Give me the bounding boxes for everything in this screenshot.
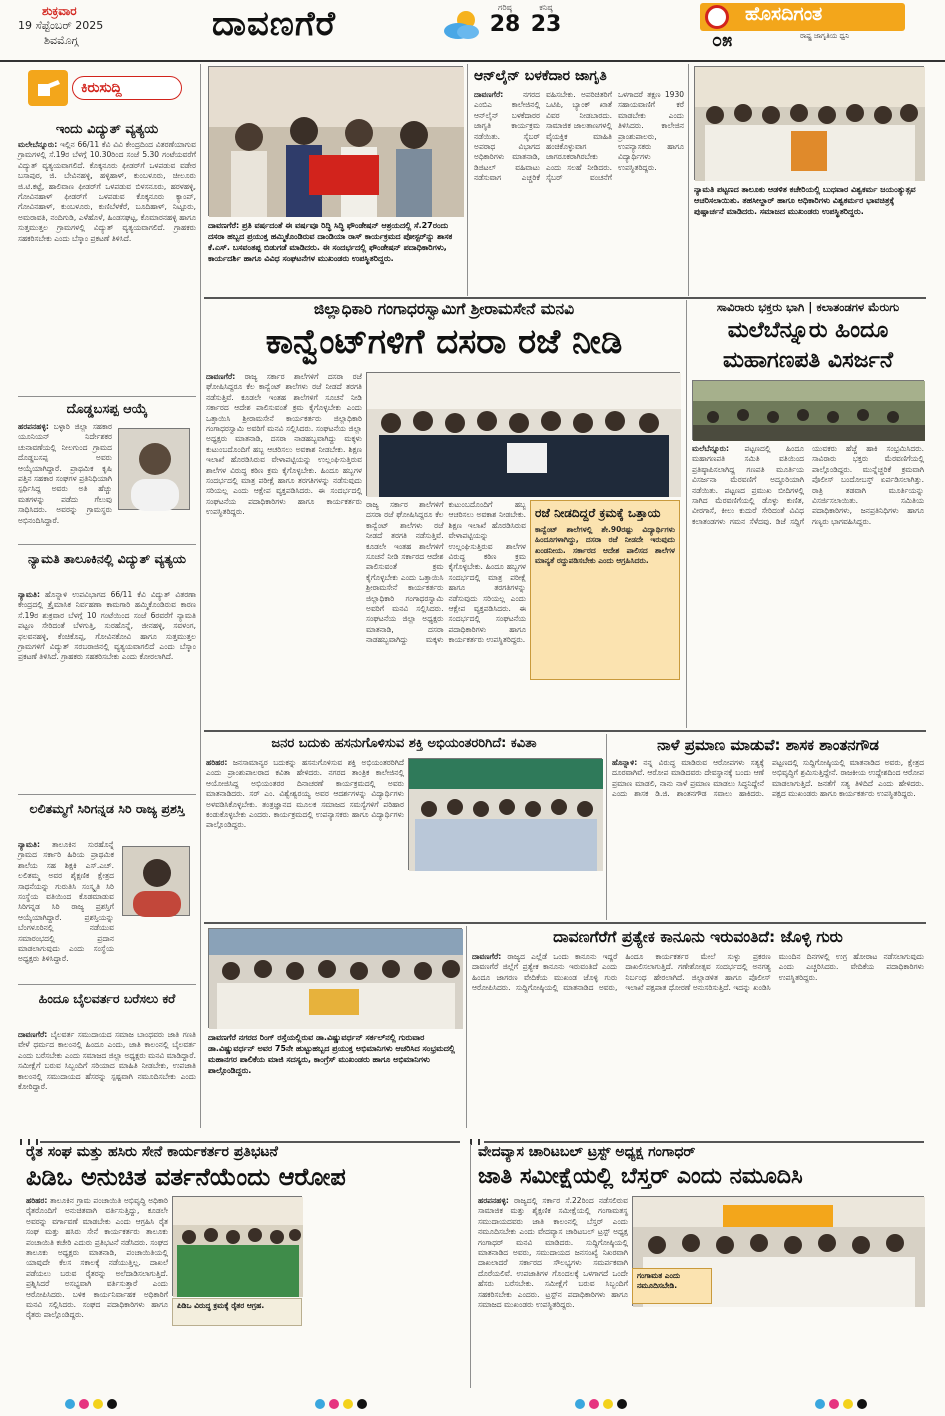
section-separator: [0, 1132, 945, 1142]
bestar-photo-caption-box: [632, 1268, 712, 1304]
brief-text: ಇಲ್ಲಿನ 66/11 ಕೆವಿ ವಿವಿ ಕೇಂದ್ರದಿಂದ ವಿತರಣೆಯಾಗುವ ಗ್ರಾಮಗಳಲ್ಲಿ ಸೆ.19ರ ಬೆಳಗ್ಗೆ 10.30ರಿಂದ ಸಂಜೆ 5.30 ಗಂಟೆಯವರೆಗೆ ವಿದ್ಯುತ್ ವ್ಯತ್ಯಯವಾಗಲಿದೆ. ಕೊಕ್ಕನೂರು ಫೀಡರ್‌ಗೆ ಒಳಪಡುವ ವಡೇರ ಬಸಾಪುರ, ಜಿ. ಬೇವಿನಹಳ್ಳಿ, ಹಳ್ಳಿಹಾಳ್, ಕುಂಬಳೂರು, ಚೀಲೂರು ಜಿ.ಟಿ.ಕಟ್ಟೆ, ಹಾಲಿವಾಣ ಫೀಡರ್‌ಗೆ ಒಳಪಡುವ ಬಿಳಸನೂರು, ಹರಳಹಳ್ಳಿ, ಗೋವಿನಹಾಳ್ ಫೀಡರ್‌ಗೆ ಒಳಪಡುವ ಕೊಕ್ಕನೂರು ಕ್ಯಾಂಪ್, ಗೋವಿನಹಾಳ್, ಕುಂಬಳೂರು, ಕುಣಿಬೆಳಕೆರೆ, ಬೂದಿಹಾಳ್, ನಿಟ್ಟೂರು, ಅಮರಾವತಿ, ನಂದಿಗುಡಿ, ಎಳೆಹೊಳೆ, ಹಿಂಡಸಘಟ್ಟ, ಕೊಮಾರನಹಳ್ಳಿ ಹಾಗೂ ಸುತ್ತಮುತ್ತಲ ಗ್ರಾಮಗಳಲ್ಲಿ ವಿದ್ಯುತ್ ವ್ಯತ್ಯಯವಾಗಲಿದೆ. ಗ್ರಾಹಕರು ಸಹಕರಿಸಬೇಕು ಎಂದು ಬೆಸ್ಕಾಂ ಪ್ರಕಟಣೆ ತಿಳಿಸಿದೆ.: [18, 140, 196, 243]
bestar-text: ರಾಜ್ಯದಲ್ಲಿ ಸರ್ಕಾರ ಸೆ.22ರಿಂದ ನಡೆಸಲಿರುವ ಸಾಮಾಜಿಕ ಮತ್ತು ಶೈಕ್ಷಣಿಕ ಸಮೀಕ್ಷೆಯಲ್ಲಿ ಗಂಗಾಮತಸ್ಥ ಸಮುದಾಯದವರು ಜಾತಿ ಕಾಲಂನಲ್ಲಿ ಬೆಸ್ತರ್ ಎಂದು ನಮೂದಿಸಬೇಕು ಎಂದು ವೇದವ್ಯಾಸ ಚಾರಿಟಬಲ್ ಟ್ರಸ್ಟ್ ಅಧ್ಯಕ್ಷ ಗಂಗಾಧರ್ ಮನವಿ ಮಾಡಿದರು. ಸುದ್ದಿಗೋಷ್ಠಿಯಲ್ಲಿ ಮಾತನಾಡಿದ ಅವರು, ಸಮುದಾಯದ ಜನಸಂಖ್ಯೆ ನಿಖರವಾಗಿ ದಾಖಲಾದರೆ ಸರ್ಕಾರದ ಸೌಲಭ್ಯಗಳು ಸಮರ್ಪಕವಾಗಿ ದೊರೆಯಲಿವೆ. ಉಪಜಾತಿಗಳ ಗೊಂದಲಕ್ಕೆ ಒಳಗಾಗದೆ ಒಂದೇ ಹೆಸರು ಬರೆಸಬೇಕು. ಸಮೀಕ್ಷೆಗೆ ಬರುವ ಸಿಬ್ಬಂದಿಗೆ ಸಹಕರಿಸಬೇಕು ಎಂದರು. ಟ್ರಸ್ಟ್‌ನ ಪದಾಧಿಕಾರಿಗಳು ಹಾಗೂ ಸಮಾಜದ ಮುಖಂಡರು ಉಪಸ್ಥಿತರಿದ್ದರು.: [478, 1196, 628, 1310]
max-temp: [487, 3, 523, 37]
row-rule: [204, 730, 926, 732]
pdo-kicker: ರೈತ ಸಂಘ ಮತ್ತು ಹಸಿರು ಸೇನೆ ಕಾರ್ಯಕರ್ತರ ಪ್ರತಿಭಟನೆ: [26, 1144, 278, 1160]
partly-cloudy-icon: [440, 8, 484, 42]
immersion-procession-photo: [692, 380, 924, 440]
jolly-text: ರಾಜ್ಯದ ಎಲ್ಲೆಡೆ ಒಂದು ಕಾನೂನು ಇದ್ದರೆ ದಾವಣಗೆರೆ ಜಿಲ್ಲೆಗೆ ಪ್ರತ್ಯೇಕ ಕಾನೂನು ಇರುವಂತಿದೆ ಎಂದು ಹಿಂದೂ ಜಾಗರಣ ವೇದಿಕೆಯ ಮುಖಂಡ ಜೊಳ್ಳಿ ಗುರು ಆರೋಪಿಸಿದರು. ಸುದ್ದಿಗೋಷ್ಠಿಯಲ್ಲಿ ಮಾತನಾಡಿದ ಅವರು, ಹಿಂದೂ ಕಾರ್ಯಕರ್ತರ ಮೇಲೆ ಸುಳ್ಳು ಪ್ರಕರಣ ದಾಖಲಿಸಲಾಗುತ್ತಿದೆ. ಗಣೇಶೋತ್ಸವ ಸಂದರ್ಭದಲ್ಲಿ ಅನಗತ್ಯ ನಿರ್ಬಂಧ ಹೇರಲಾಗಿದೆ. ಜಿಲ್ಲಾಡಳಿತ ಹಾಗೂ ಪೊಲೀಸ್ ಇಲಾಖೆ ಪಕ್ಷಪಾತ ಧೋರಣೆ ಅನುಸರಿಸುತ್ತಿದೆ. ಇದನ್ನು ಖಂಡಿಸಿ ಮುಂದಿನ ದಿನಗಳಲ್ಲಿ ಉಗ್ರ ಹೋರಾಟ ನಡೆಸಲಾಗುವುದು ಎಂದು ಎಚ್ಚರಿಸಿದರು. ವೇದಿಕೆಯ ಪದಾಧಿಕಾರಿಗಳು ಉಪಸ್ಥಿತರಿದ್ದರು.: [472, 952, 924, 993]
row-rule: [204, 297, 926, 299]
pdo-dateline: ಹರಿಹರ:: [26, 1196, 48, 1205]
brief-title: ಲಲಿತಮ್ಮಗೆ ಸಿರಿಗನ್ನಡ ಸಿರಿ ರಾಜ್ಯ ಪ್ರಶಸ್ತಿ: [29, 801, 185, 816]
pdo-headline: ಪಿಡಿಒ ಅನುಚಿತ ವರ್ತನೆಯೆಂದು ಆರೋಪ: [26, 1163, 346, 1191]
ganesha-text: ಪಟ್ಟಣದಲ್ಲಿ ಹಿಂದೂ ಮಹಾಗಣಪತಿ ಸಮಿತಿ ವತಿಯಿಂದ ಪ್ರತಿಷ್ಠಾಪಿಸಲಾಗಿದ್ದ ಗಣಪತಿ ಮೂರ್ತಿಯ ವಿಸರ್ಜನಾ ಮೆರವಣಿಗೆ ಅದ್ಧೂರಿಯಾಗಿ ನಡೆಯಿತು. ಪಟ್ಟಣದ ಪ್ರಮುಖ ಬೀದಿಗಳಲ್ಲಿ ಸಾಗಿದ ಮೆರವಣಿಗೆಯಲ್ಲಿ ಡೊಳ್ಳು ಕುಣಿತ, ವೀರಗಾಸೆ, ಕೀಲು ಕುದುರೆ ಸೇರಿದಂತೆ ವಿವಿಧ ಕಲಾತಂಡಗಳು ಗಮನ ಸೆಳೆದವು. ಡಿಜೆ ಸದ್ದಿಗೆ ಯುವಕರು ಹೆಜ್ಜೆ ಹಾಕಿ ಸಂಭ್ರಮಿಸಿದರು. ಸಾವಿರಾರು ಭಕ್ತರು ಮೆರವಣಿಗೆಯಲ್ಲಿ ಪಾಲ್ಗೊಂಡಿದ್ದರು. ಮುನ್ನೆಚ್ಚರಿಕೆ ಕ್ರಮವಾಗಿ ಪೊಲೀಸ್ ಬಂದೋಬಸ್ತ್ ಏರ್ಪಡಿಸಲಾಗಿತ್ತು. ರಾತ್ರಿ ತಡವಾಗಿ ಮೂರ್ತಿಯನ್ನು ವಿಸರ್ಜಿಸಲಾಯಿತು. ಸಮಿತಿಯ ಪದಾಧಿಕಾರಿಗಳು, ಜನಪ್ರತಿನಿಧಿಗಳು ಹಾಗೂ ಗಣ್ಯರು ಭಾಗವಹಿಸಿದ್ದರು.: [692, 444, 924, 526]
box-text: ಕಾನ್ವೆಂಟ್ ಶಾಲೆಗಳಲ್ಲಿ ಶೇ.90ರಷ್ಟು ವಿದ್ಯಾರ್ಥಿಗಳು ಹಿಂದೂಗಳಾಗಿದ್ದು, ದಸರಾ ರಜೆ ನೀಡದೇ ಇರುವುದು ಖಂಡನೀಯ. ಸರ್ಕಾರದ ಆದೇಶ ಪಾಲಿಸದ ಶಾಲೆಗಳ ಮಾನ್ಯತೆ ರದ್ದುಪಡಿಸಬೇಕು ಎಂದು ಆಗ್ರಹಿಸಿದರು.: [535, 525, 675, 566]
lead-sidebar-box: [530, 500, 680, 680]
kirusuddi-badge: [72, 76, 182, 100]
print-registration-marks: [0, 1396, 945, 1412]
lead-dateline: ದಾವಣಗೆರೆ:: [206, 372, 236, 381]
birthday-celebration-photo: [208, 928, 462, 1028]
brief-body: [18, 590, 196, 790]
pdo-body: [26, 1196, 168, 1386]
engineer-dateline: ಹರಿಹರ:: [206, 758, 228, 767]
column-rule: [467, 64, 468, 296]
lead-text: ರಾಜ್ಯ ಸರ್ಕಾರ ಶಾಲೆಗಳಿಗೆ ದಸರಾ ರಜೆ ಘೋಷಿಸಿದ್ದರೂ ಕೆಲ ಕಾನ್ವೆಂಟ್ ಶಾಲೆಗಳು ರಜೆ ನೀಡದೆ ತರಗತಿ ನಡೆಸುತ್ತಿವೆ. ಕೂಡಲೇ ಇಂತಹ ಶಾಲೆಗಳಿಗೆ ಸೂಚನೆ ನೀಡಿ ಸರ್ಕಾರದ ಆದೇಶ ಪಾಲಿಸುವಂತೆ ಕ್ರಮ ಕೈಗೊಳ್ಳಬೇಕು ಎಂದು ಒತ್ತಾಯಿಸಿ ಶ್ರೀರಾಮಸೇನೆ ಕಾರ್ಯಕರ್ತರು ಜಿಲ್ಲಾಧಿಕಾರಿ ಗಂಗಾಧರಸ್ವಾಮಿ ಅವರಿಗೆ ಮನವಿ ಸಲ್ಲಿಸಿದರು. ಸಂಘಟನೆಯ ಜಿಲ್ಲಾ ಅಧ್ಯಕ್ಷರು ಮಾತನಾಡಿ, ದಸರಾ ನಾಡಹಬ್ಬವಾಗಿದ್ದು ಮಕ್ಕಳು ಕುಟುಂಬದೊಂದಿಗೆ ಹಬ್ಬ ಆಚರಿಸಲು ಅವಕಾಶ ನೀಡಬೇಕು. ಶಿಕ್ಷಣ ಇಲಾಖೆ ಹೊರಡಿಸಿರುವ ವೇಳಾಪಟ್ಟಿಯನ್ನು ಉಲ್ಲಂಘಿಸುತ್ತಿರುವ ಶಾಲೆಗಳ ವಿರುದ್ಧ ಕಠಿಣ ಕ್ರಮ ಕೈಗೊಳ್ಳಬೇಕು. ಹಿಂದೂ ಹಬ್ಬಗಳ ಸಂದರ್ಭದಲ್ಲಿ ಮಾತ್ರ ಪರೀಕ್ಷೆ ಹಾಗೂ ತರಗತಿಗಳನ್ನು ನಡೆಸುವುದು ಸರಿಯಲ್ಲ ಎಂದು ಆಕ್ಷೇಪ ವ್ಯಕ್ತಪಡಿಸಿದರು. ಈ ಸಂದರ್ಭದಲ್ಲಿ ಸಂಘಟನೆಯ ಪದಾಧಿಕಾರಿಗಳು ಹಾಗೂ ಕಾರ್ಯಕರ್ತರು ಉಪಸ್ಥಿತರಿದ್ದರು.: [366, 500, 526, 645]
masthead-rule: [0, 60, 945, 62]
masthead: [0, 0, 945, 60]
bestar-kicker: ವೇದವ್ಯಾಸ ಚಾರಿಟಬಲ್ ಟ್ರಸ್ಟ್ ಅಧ್ಯಕ್ಷ ಗಂಗಾಧರ್: [478, 1144, 696, 1160]
masthead-day: ಶುಕ್ರವಾರ: [42, 4, 77, 18]
brief-title: ಇಂದು ವಿದ್ಯುತ್ ವ್ಯತ್ಯಯ: [55, 122, 159, 137]
memorandum-photo: [366, 372, 680, 496]
mla-body: [612, 758, 924, 918]
brief-text: ಬೈಲವರ್ತ ಸಮುದಾಯದ ಸಮಾಜ ಬಾಂಧವರು ಜಾತಿ ಗಣತಿ ವೇಳೆ ಧರ್ಮದ ಕಾಲಂನಲ್ಲಿ ಹಿಂದೂ ಎಂದು, ಜಾತಿ ಕಾಲಂನಲ್ಲಿ ಬೈಲವರ್ತ ಎಂದು ಬರೆಸಬೇಕು ಎಂದು ಸಮಾಜದ ಜಿಲ್ಲಾ ಅಧ್ಯಕ್ಷರು ಮನವಿ ಮಾಡಿದ್ದಾರೆ. ಸಮೀಕ್ಷೆಗೆ ಬರುವ ಸಿಬ್ಬಂದಿಗೆ ಸರಿಯಾದ ಮಾಹಿತಿ ನೀಡಬೇಕು, ಉಪಜಾತಿ ಕಾಲಂನಲ್ಲಿ ಸಮುದಾಯದ ಹೆಸರನ್ನು ಸ್ಪಷ್ಟವಾಗಿ ನಮೂದಿಸಬೇಕು ಎಂದು ಕೋರಿದ್ದಾರೆ.: [18, 1030, 196, 1092]
column-rule: [688, 64, 689, 296]
pdo-text: ತಾಲೂಕಿನ ಗ್ರಾಮ ಪಂಚಾಯಿತಿ ಅಭಿವೃದ್ಧಿ ಅಧಿಕಾರಿ ರೈತರೊಂದಿಗೆ ಅನುಚಿತವಾಗಿ ವರ್ತಿಸುತ್ತಿದ್ದು, ಕೂಡಲೇ ಅವರನ್ನು ವರ್ಗಾವಣೆ ಮಾಡಬೇಕು ಎಂದು ಆಗ್ರಹಿಸಿ ರೈತ ಸಂಘ ಮತ್ತು ಹಸಿರು ಸೇನೆ ಕಾರ್ಯಕರ್ತರು ತಾಲೂಕು ಪಂಚಾಯಿತಿ ಕಚೇರಿ ಎದುರು ಪ್ರತಿಭಟನೆ ನಡೆಸಿದರು. ಸಂಘದ ತಾಲೂಕು ಅಧ್ಯಕ್ಷರು ಮಾತನಾಡಿ, ಪಂಚಾಯಿತಿಯಲ್ಲಿ ಯಾವುದೇ ಕೆಲಸ ಸಕಾಲಕ್ಕೆ ನಡೆಯುತ್ತಿಲ್ಲ. ದಾಖಲೆ ಪಡೆಯಲು ಬರುವ ರೈತರನ್ನು ಅಲೆದಾಡಿಸಲಾಗುತ್ತಿದೆ. ಪ್ರಶ್ನಿಸಿದರೆ ಅಸಭ್ಯವಾಗಿ ವರ್ತಿಸುತ್ತಾರೆ ಎಂದು ಆರೋಪಿಸಿದರು. ಬಳಿಕ ಕಾರ್ಯನಿರ್ವಾಹಕ ಅಧಿಕಾರಿಗೆ ಮನವಿ ಸಲ್ಲಿಸಿದರು. ಸಂಘದ ಪದಾಧಿಕಾರಿಗಳು ಹಾಗೂ ರೈತರು ಪಾಲ್ಗೊಂಡಿದ್ದರು.: [26, 1196, 168, 1320]
bestar-headline: ಜಾತಿ ಸಮೀಕ್ಷೆಯಲ್ಲಿ ಬೆಸ್ತರ್ ಎಂದು ನಮೂದಿಸಿ: [478, 1164, 803, 1189]
photo-caption: ಪಿಡಿಒ ವಿರುದ್ಧ ಕ್ರಮಕ್ಕೆ ರೈತರ ಆಗ್ರಹ.: [177, 1301, 265, 1310]
page-number: ೦೫: [712, 30, 733, 51]
divider: [18, 794, 196, 795]
divider: [18, 984, 196, 985]
divider: [18, 544, 196, 545]
ganesha-headline: ಮಲೆಬೆನ್ನೂರು ಹಿಂದೂ ಮಹಾಗಣಪತಿ ವಿಸರ್ಜನೆ: [722, 318, 894, 373]
column-rule: [606, 734, 607, 920]
engineers-day-photo: [408, 758, 602, 870]
engineer-body-cont: [408, 874, 602, 918]
brief-dateline: ನ್ಯಾಮತಿ:: [18, 840, 40, 849]
column-rule: [470, 1144, 471, 1388]
bestar-body: [478, 1196, 628, 1386]
lead-headline: ಕಾನ್ವೆಂಟ್‌ಗಳಿಗೆ ದಸರಾ ರಜೆ ನೀಡಿ: [265, 322, 623, 362]
brief-dateline: ನ್ಯಾಮತಿ:: [18, 590, 40, 599]
engineer-body: [206, 758, 404, 918]
lead-body-col2: [366, 500, 526, 724]
story-dateline: ದಾವಣಗೆರೆ:: [474, 90, 504, 99]
column-rule: [686, 300, 687, 728]
hand-point-icon: [28, 70, 68, 106]
lead-text: ರಾಜ್ಯ ಸರ್ಕಾರ ಶಾಲೆಗಳಿಗೆ ದಸರಾ ರಜೆ ಘೋಷಿಸಿದ್ದರೂ ಕೆಲ ಕಾನ್ವೆಂಟ್ ಶಾಲೆಗಳು ರಜೆ ನೀಡದೆ ತರಗತಿ ನಡೆಸುತ್ತಿವೆ. ಕೂಡಲೇ ಇಂತಹ ಶಾಲೆಗಳಿಗೆ ಸೂಚನೆ ನೀಡಿ ಸರ್ಕಾರದ ಆದೇಶ ಪಾಲಿಸುವಂತೆ ಕ್ರಮ ಕೈಗೊಳ್ಳಬೇಕು ಎಂದು ಒತ್ತಾಯಿಸಿ ಶ್ರೀರಾಮಸೇನೆ ಕಾರ್ಯಕರ್ತರು ಜಿಲ್ಲಾಧಿಕಾರಿ ಗಂಗಾಧರಸ್ವಾಮಿ ಅವರಿಗೆ ಮನವಿ ಸಲ್ಲಿಸಿದರು. ಸಂಘಟನೆಯ ಜಿಲ್ಲಾ ಅಧ್ಯಕ್ಷರು ಮಾತನಾಡಿ, ದಸರಾ ನಾಡಹಬ್ಬವಾಗಿದ್ದು ಮಕ್ಕಳು ಕುಟುಂಬದೊಂದಿಗೆ ಹಬ್ಬ ಆಚರಿಸಲು ಅವಕಾಶ ನೀಡಬೇಕು. ಶಿಕ್ಷಣ ಇಲಾಖೆ ಹೊರಡಿಸಿರುವ ವೇಳಾಪಟ್ಟಿಯನ್ನು ಉಲ್ಲಂಘಿಸುತ್ತಿರುವ ಶಾಲೆಗಳ ವಿರುದ್ಧ ಕಠಿಣ ಕ್ರಮ ಕೈಗೊಳ್ಳಬೇಕು. ಹಿಂದೂ ಹಬ್ಬಗಳ ಸಂದರ್ಭದಲ್ಲಿ ಮಾತ್ರ ಪರೀಕ್ಷೆ ಹಾಗೂ ತರಗತಿಗಳನ್ನು ನಡೆಸುವುದು ಸರಿಯಲ್ಲ ಎಂದು ಆಕ್ಷೇಪ ವ್ಯಕ್ತಪಡಿಸಿದರು. ಈ ಸಂದರ್ಭದಲ್ಲಿ ಸಂಘಟನೆಯ ಪದಾಧಿಕಾರಿಗಳು ಹಾಗೂ ಕಾರ್ಯಕರ್ತರು ಉಪಸ್ಥಿತರಿದ್ದರು.: [206, 372, 362, 517]
jolly-body: [472, 952, 924, 1126]
photo-caption: ದಾವಣಗೆರೆ ನಗರದ ರಿಂಗ್ ರಸ್ತೆಯಲ್ಲಿರುವ ಡಾ.ವಿಷ್ಣುವರ್ಧನ್ ಸರ್ಕಲ್‌ನಲ್ಲಿ ಗುರುವಾರ ಡಾ.ವಿಷ್ಣುವರ್ಧನ್ ಅವರ 75ನೇ ಹುಟ್ಟುಹಬ್ಬದ ಪ್ರಯುಕ್ತ ಅಭಿಮಾನಿಗಳು ಆಚರಿಸಿದ ಸಂಭ್ರಮದಲ್ಲಿ ಮಹಾನಗರ ಪಾಲಿಕೆಯ ಮಾಜಿ ಸದಸ್ಯರು, ಕಾಂಗ್ರೆಸ್ ಮುಖಂಡರು ಹಾಗೂ ಅಭಿಮಾನಿಗಳು ಪಾಲ್ಗೊಂಡಿದ್ದರು.: [208, 1033, 455, 1075]
engineer-headline: ಜನರ ಬದುಕು ಹಸನುಗೊಳಿಸುವ ಶಕ್ತಿ ಅಭಿಯಂತರರಿಗಿದೆ: ಕವಿತಾ: [271, 736, 537, 751]
row-rule: [204, 922, 926, 924]
kirusuddi-label: ಕಿರುಸುದ್ದಿ: [81, 80, 122, 96]
brand-tagline: ರಾಷ್ಟ್ರ ಜಾಗೃತಿಯ ಧ್ವನಿ: [800, 32, 850, 40]
brand-name: ಹೊಸದಿಗಂತ: [745, 3, 823, 25]
vishwakarma-jayanti-photo: [694, 66, 924, 180]
box-headline: ರಜೆ ನೀಡದಿದ್ದರೆ ಕ್ರಮಕ್ಕೆ ಒತ್ತಾಯ: [535, 506, 661, 520]
brief-dateline: ಹರಪನಹಳ್ಳಿ:: [18, 422, 49, 431]
brand-logo-icon: [705, 5, 729, 29]
min-temp: [528, 3, 564, 37]
bestar-dateline: ಹರಪನಹಳ್ಳಿ:: [478, 1196, 509, 1205]
lead-body-col: [206, 372, 362, 724]
min-temp-label: ಕನಿಷ್ಠ: [539, 3, 553, 12]
story-text: ನಗರದ ಎಂಬಿಎ ಕಾಲೇಜಿನಲ್ಲಿ ಆನ್‌ಲೈನ್ ಬಳಕೆದಾರರ ಜಾಗೃತಿ ಕಾರ್ಯಕ್ರಮ ನಡೆಯಿತು. ಸೈಬರ್ ಅಪರಾಧ ವಿಭಾಗದ ಅಧಿಕಾರಿಗಳು ಮಾತನಾಡಿ, ಡಿಜಿಟಲ್ ವಹಿವಾಟು ನಡೆಸುವಾಗ ಎಚ್ಚರಿಕೆ ವಹಿಸಬೇಕು. ಅಪರಿಚಿತರಿಗೆ ಒಟಿಪಿ, ಬ್ಯಾಂಕ್ ಖಾತೆ ವಿವರ ನೀಡಬಾರದು. ಸಾಮಾಜಿಕ ಜಾಲತಾಣಗಳಲ್ಲಿ ವೈಯಕ್ತಿಕ ಮಾಹಿತಿ ಹಂಚಿಕೊಳ್ಳುವಾಗ ಜಾಗರೂಕರಾಗಿರಬೇಕು ಎಂದು ಸಲಹೆ ನೀಡಿದರು. ಸೈಬರ್ ವಂಚನೆಗೆ ಒಳಗಾದರೆ ತಕ್ಷಣ 1930 ಸಹಾಯವಾಣಿಗೆ ಕರೆ ಮಾಡಬೇಕು ಎಂದು ತಿಳಿಸಿದರು. ಕಾಲೇಜಿನ ಪ್ರಾಂಶುಪಾಲರು, ಉಪನ್ಯಾಸಕರು ಹಾಗೂ ವಿದ್ಯಾರ್ಥಿಗಳು ಉಪಸ್ಥಿತರಿದ್ದರು.: [474, 90, 684, 183]
ganesha-dateline: ಮಲೆಬೆನ್ನೂರು:: [692, 444, 730, 453]
mla-headline: ನಾಳೆ ಪ್ರಮಾಣ ಮಾಡುವೆ: ಶಾಸಕ ಶಾಂತನಗೌಡ: [657, 736, 879, 754]
min-temp-value: 23: [530, 12, 562, 37]
masthead-place: ಶಿವಮೊಗ್ಗ: [44, 34, 79, 47]
brief-title: ದೊಡ್ಡಬಸಪ್ಪ ಆಯ್ಕೆ: [66, 402, 148, 417]
story-body: [474, 90, 684, 296]
photo-caption: ನ್ಯಾಮತಿ ಪಟ್ಟಣದ ತಾಲೂಕು ಆಡಳಿತ ಕಚೇರಿಯಲ್ಲಿ ಬುಧವಾರ ವಿಶ್ವಕರ್ಮ ಜಯಂತ್ಯುತ್ಸವ ಆಚರಿಸಲಾಯಿತು. ತಹಸೀಲ್ದಾರ್ ಹಾಗೂ ಅಧಿಕಾರಿಗಳು ವಿಶ್ವಕರ್ಮರ ಭಾವಚಿತ್ರಕ್ಕೆ ಪುಷ್ಪಾರ್ಚನೆ ಮಾಡಿದರು. ಸಮಾಜದ ಮುಖಂಡರು ಉಪಸ್ಥಿತರಿದ್ದರು.: [694, 185, 916, 216]
poster-release-photo: [208, 66, 463, 216]
kirusuddi-column: [18, 66, 196, 1126]
brief-text: ತಾಲೂಕಿನ ಸುರಹೊನ್ನೆ ಗ್ರಾಮದ ಸರ್ಕಾರಿ ಹಿರಿಯ ಪ್ರಾಥಮಿಕ ಶಾಲೆಯ ಸಹ ಶಿಕ್ಷಕಿ ಎಸ್.ಎಚ್. ಲಲಿತಮ್ಮ ಅವರ ಶೈಕ್ಷಣಿಕ ಕ್ಷೇತ್ರದ ಸಾಧನೆಯನ್ನು ಗುರುತಿಸಿ ಸಂಸ್ಕೃತಿ ಸಿರಿ ಸಂಸ್ಥೆಯ ವತಿಯಿಂದ ಕೊಡಮಾಡುವ ಸಿರಿಗನ್ನಡ ಸಿರಿ ರಾಜ್ಯ ಪ್ರಶಸ್ತಿಗೆ ಆಯ್ಕೆಯಾಗಿದ್ದಾರೆ. ಪ್ರಶಸ್ತಿಯನ್ನು ಬೆಂಗಳೂರಿನಲ್ಲಿ ನಡೆಯುವ ಸಮಾರಂಭದಲ್ಲಿ ಪ್ರದಾನ ಮಾಡಲಾಗುವುದು ಎಂದು ಸಂಸ್ಥೆಯ ಅಧ್ಯಕ್ಷರು ತಿಳಿಸಿದ್ದಾರೆ.: [18, 840, 115, 964]
column-rule: [200, 64, 201, 1128]
mla-dateline: ಹೊನ್ನಾಳಿ:: [612, 758, 638, 767]
pdo-photo-caption-box: [172, 1298, 302, 1326]
brief-body-cont: [18, 922, 196, 982]
lead-kicker: ಜಿಲ್ಲಾಧಿಕಾರಿ ಗಂಗಾಧರಸ್ವಾಮಿಗೆ ಶ್ರೀರಾಮಸೇನೆ ಮನವಿ: [313, 300, 575, 318]
farmers-protest-photo: [172, 1196, 302, 1296]
pdo-body-cont: [306, 1196, 466, 1386]
brief-text: ಹೊನ್ನಾಳಿ ಉಪವಿಭಾಗದ 66/11 ಕೆವಿ ವಿದ್ಯುತ್ ವಿತರಣಾ ಕೇಂದ್ರದಲ್ಲಿ ತ್ರೈಮಾಸಿಕ ನಿರ್ವಹಣಾ ಕಾಮಗಾರಿ ಹಮ್ಮಿಕೊಂಡಿರುವ ಕಾರಣ ಸೆ.19ರ ಶುಕ್ರವಾರ ಬೆಳಗ್ಗೆ 10 ಗಂಟೆಯಿಂದ ಸಂಜೆ 6ರವರೆಗೆ ನ್ಯಾಮತಿ ಪಟ್ಟಣ ಸೇರಿದಂತೆ ಬೆಳಗುತ್ತಿ, ಸುರಹೊನ್ನೆ, ಜೀನಹಳ್ಳಿ, ಸವಳಂಗ, ಫಲವನಹಳ್ಳಿ, ಕೆಂಚಿಕೊಪ್ಪ, ಗೋವಿನಕೋವಿ ಹಾಗೂ ಸುತ್ತಮುತ್ತಲ ಗ್ರಾಮಗಳಿಗೆ ವಿದ್ಯುತ್ ಸರಬರಾಜಿನಲ್ಲಿ ವ್ಯತ್ಯಯವಾಗಲಿದೆ ಎಂದು ಬೆಸ್ಕಾಂ ಪ್ರಕಟಣೆ ತಿಳಿಸಿದೆ. ಗ್ರಾಹಕರು ಸಹಕರಿಸಬೇಕು ಎಂದು ಕೋರಲಾಗಿದೆ.: [18, 590, 196, 662]
brief-title: ಹಿಂದೂ ಬೈಲವರ್ತರ ಬರೆಸಲು ಕರೆ: [38, 991, 176, 1006]
story-headline: ಆನ್‌ಲೈನ್ ಬಳಕೆದಾರ ಜಾಗೃತಿ: [474, 68, 607, 84]
edition-city: ದಾವಣಗೆರೆ: [212, 4, 336, 44]
portrait-photo: [118, 428, 190, 510]
ganesha-body: [692, 444, 924, 724]
brief-dateline: ಮಲೇಬೆನ್ನೂರು:: [18, 140, 58, 149]
brief-title: ನ್ಯಾಮತಿ ತಾಲೂಕಿನಲ್ಲಿ ವಿದ್ಯುತ್ ವ್ಯತ್ಯಯ: [27, 551, 187, 566]
portrait-photo: [122, 846, 190, 916]
max-temp-value: 28: [489, 12, 521, 37]
max-temp-label: ಗರಿಷ್ಠ: [498, 3, 512, 12]
jolly-headline: ದಾವಣಗೆರೆಗೆ ಪ್ರತ್ಯೇಕ ಕಾನೂನು ಇರುವಂತಿದೆ: ಜೊಳ್ಳಿ ಗುರು: [553, 928, 843, 946]
brief-body: [18, 140, 196, 392]
ganesha-kicker: ಸಾವಿರಾರು ಭಕ್ತರು ಭಾಗಿ | ಕಲಾತಂಡಗಳ ಮೆರುಗು: [716, 300, 900, 314]
brief-body: [18, 840, 115, 964]
photo-caption: ಗಂಗಾಮತ ಎಂದು ನಮೂದಿಸಬೇಡಿ.: [637, 1271, 681, 1290]
brief-body: [18, 422, 112, 538]
brief-text: ಬಳ್ಳಾರಿ ಜಿಲ್ಲಾ ಸಹಕಾರ ಯೂನಿಯನ್ ನಿರ್ದೇಶಕರ ಚುನಾವಣೆಯಲ್ಲಿ ನೀಲಗುಂದ ಗ್ರಾಮದ ದೊಡ್ಡಬಸಪ್ಪ ಅವರು ಆಯ್ಕೆಯಾಗಿದ್ದಾರೆ. ಪ್ರಾಥಮಿಕ ಕೃಷಿ ಪತ್ತಿನ ಸಹಕಾರ ಸಂಘಗಳ ಪ್ರತಿನಿಧಿಯಾಗಿ ಸ್ಪರ್ಧಿಸಿದ್ದ ಅವರು ಅತಿ ಹೆಚ್ಚು ಮತಗಳನ್ನು ಪಡೆದು ಗೆಲುವು ಸಾಧಿಸಿದರು. ಅವರನ್ನು ಗ್ರಾಮಸ್ಥರು ಅಭಿನಂದಿಸಿದ್ದಾರೆ.: [18, 422, 112, 525]
mla-text: ನನ್ನ ವಿರುದ್ಧ ಮಾಡಿರುವ ಆರೋಪಗಳು ಸತ್ಯಕ್ಕೆ ದೂರವಾಗಿವೆ. ಆರೋಪ ಮಾಡಿದವರು ದೇವಸ್ಥಾನಕ್ಕೆ ಬಂದು ಆಣೆ ಪ್ರಮಾಣ ಮಾಡಲಿ, ನಾನು ನಾಳೆ ಪ್ರಮಾಣ ಮಾಡಲು ಸಿದ್ಧನಿದ್ದೇನೆ ಎಂದು ಶಾಸಕ ಡಿ.ಜಿ. ಶಾಂತನಗೌಡ ಸವಾಲು ಹಾಕಿದರು. ಪಟ್ಟಣದಲ್ಲಿ ಸುದ್ದಿಗೋಷ್ಠಿಯಲ್ಲಿ ಮಾತನಾಡಿದ ಅವರು, ಕ್ಷೇತ್ರದ ಅಭಿವೃದ್ಧಿಗೆ ಶ್ರಮಿಸುತ್ತಿದ್ದೇನೆ. ರಾಜಕೀಯ ಉದ್ದೇಶದಿಂದ ಆರೋಪ ಮಾಡಲಾಗುತ್ತಿದೆ. ಜನತೆಗೆ ಸತ್ಯ ತಿಳಿದಿದೆ ಎಂದು ಹೇಳಿದರು. ಪಕ್ಷದ ಮುಖಂಡರು ಹಾಗೂ ಕಾರ್ಯಕರ್ತರು ಉಪಸ್ಥಿತರಿದ್ದರು.: [612, 758, 924, 799]
jolly-dateline: ದಾವಣಗೆರೆ:: [472, 952, 502, 961]
column-rule: [466, 926, 467, 1128]
bestar-body-cont: [632, 1310, 924, 1386]
divider: [18, 396, 196, 397]
engineer-text: ಜನಸಾಮಾನ್ಯರ ಬದುಕನ್ನು ಹಸನುಗೊಳಿಸುವ ಶಕ್ತಿ ಅಭಿಯಂತರರಿಗಿದೆ ಎಂದು ಪ್ರಾಂಶುಪಾಲರಾದ ಕವಿತಾ ಹೇಳಿದರು. ನಗರದ ತಾಂತ್ರಿಕ ಕಾಲೇಜಿನಲ್ಲಿ ಆಯೋಜಿಸಿದ್ದ ಅಭಿಯಂತರರ ದಿನಾಚರಣೆ ಕಾರ್ಯಕ್ರಮದಲ್ಲಿ ಅವರು ಮಾತನಾಡಿದರು. ಸರ್ ಎಂ. ವಿಶ್ವೇಶ್ವರಯ್ಯ ಅವರ ಆದರ್ಶಗಳನ್ನು ವಿದ್ಯಾರ್ಥಿಗಳು ಅಳವಡಿಸಿಕೊಳ್ಳಬೇಕು. ತಂತ್ರಜ್ಞಾನದ ಮೂಲಕ ಸಮಾಜದ ಸಮಸ್ಯೆಗಳಿಗೆ ಪರಿಹಾರ ಕಂಡುಕೊಳ್ಳಬೇಕು ಎಂದರು. ಕಾರ್ಯಕ್ರಮದಲ್ಲಿ ಉಪನ್ಯಾಸಕರು ಹಾಗೂ ವಿದ್ಯಾರ್ಥಿಗಳು ಪಾಲ್ಗೊಂಡಿದ್ದರು.: [206, 758, 404, 830]
brief-dateline: ದಾವಣಗೆರೆ:: [18, 1030, 48, 1039]
masthead-date: 19 ಸೆಪ್ಟೆಂಬರ್ 2025: [18, 19, 104, 32]
photo-caption: ದಾವಣಗೆರೆ: ಪ್ರತಿ ವರ್ಷದಂತೆ ಈ ವರ್ಷವೂ ರಿದ್ಧಿ ಸಿದ್ಧಿ ಫೌಂಡೇಷನ್ ಆಶ್ರಯದಲ್ಲಿ ಸೆ.27ರಂದು ದಸರಾ ಹಬ್ಬದ ಪ್ರಯುಕ್ತ ಹಮ್ಮಿಕೊಂಡಿರುವ ದಾಂಡಿಯಾ ರಾಸ್ ಕಾರ್ಯಕ್ರಮದ ಪೋಸ್ಟರ್‌ನ್ನು ಶಾಸಕ ಕೆ.ಎಸ್. ಬಸವಂತಪ್ಪ ಬಿಡುಗಡೆ ಮಾಡಿದರು. ಈ ಸಂದರ್ಭದಲ್ಲಿ ಫೌಂಡೇಷನ್ ಪದಾಧಿಕಾರಿಗಳು, ಕಾರ್ಯದರ್ಶಿ ಹಾಗೂ ವಿವಿಧ ಸಂಘಟನೆಗಳ ಮುಖಂಡರು ಉಪಸ್ಥಿತರಿದ್ದರು.: [208, 221, 453, 263]
